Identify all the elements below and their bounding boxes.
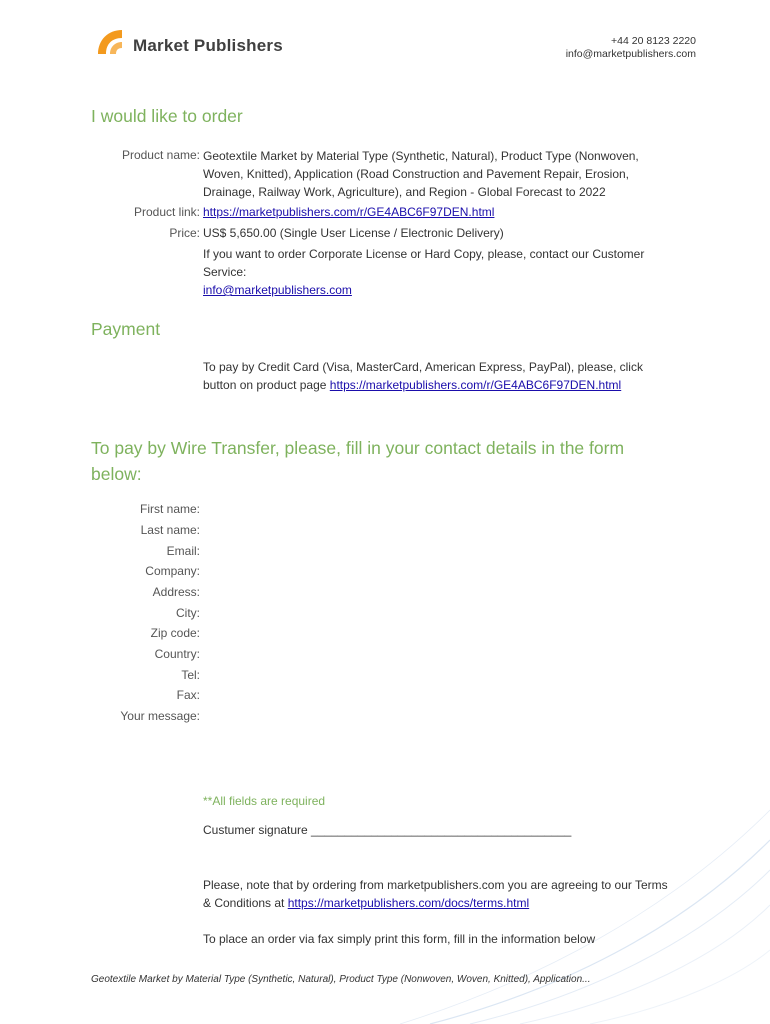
product-link[interactable]: https://marketpublishers.com/r/GE4ABC6F97DEN.html — [203, 205, 495, 219]
required-fields-note: **All fields are required — [203, 794, 326, 808]
payment-text — [203, 358, 703, 394]
contact-email: info@marketpublishers.com — [565, 48, 696, 60]
terms-link[interactable]: https://marketpublishers.com/docs/terms.html — [287, 896, 530, 910]
price-value: US$ 5,650.00 (Single User License / Electronic Delivery) — [203, 226, 504, 240]
field-label-address: Address: — [152, 585, 200, 599]
terms-line: Please, note that by ordering from marketpublishers.com you are agreeing to our Terms — [203, 878, 668, 892]
payment-heading: Payment — [91, 319, 161, 339]
fax-note: To place an order via fax simply print this form, fill in the information below — [203, 932, 596, 946]
corporate-line: If you want to order Corporate License or Hard Copy, please, contact our Customer — [203, 247, 645, 261]
contact-info — [566, 35, 696, 61]
logo-icon — [96, 28, 130, 56]
product-name-label: Product name: — [121, 148, 200, 162]
field-label-zip-code: Zip code: — [150, 626, 200, 640]
field-label-email: Email: — [166, 544, 200, 558]
phone-number: +44 20 8123 2220 — [611, 35, 696, 47]
field-label-company: Company: — [145, 564, 200, 578]
field-label-first-name: First name: — [139, 502, 200, 516]
field-label-city: City: — [176, 606, 200, 620]
brand-name: Market Publishers — [133, 36, 283, 55]
footer-text: Geotextile Market by Material Type (Synthetic, Natural), Product Type (Nonwoven, Woven, Knitted), Application... — [91, 974, 591, 985]
price-label: Price: — [169, 226, 200, 240]
service-email-link[interactable]: info@marketpublishers.com — [203, 283, 352, 297]
product-link-label: Product link: — [133, 205, 200, 219]
field-label-country: Country: — [154, 647, 200, 661]
terms-text — [203, 876, 713, 912]
product-name-line: Geotextile Market by Material Type (Synthetic, Natural), Product Type (Nonwoven, — [203, 149, 639, 163]
payment-product-link[interactable]: https://marketpublishers.com/r/GE4ABC6F97DEN.html — [329, 378, 622, 392]
corporate-line: Service: — [203, 265, 247, 279]
field-label-message: Your message: — [120, 709, 200, 723]
field-label-last-name: Last name: — [140, 523, 200, 537]
payment-line-prefix: button on product page — [203, 378, 330, 392]
field-label-tel: Tel: — [181, 668, 200, 682]
terms-line-prefix: & Conditions at — [203, 896, 288, 910]
signature-line: Custumer signature _______________________________________ — [203, 823, 572, 837]
corporate-license-note — [203, 245, 703, 299]
wire-heading-line: To pay by Wire Transfer, please, fill in your contact details in the form — [91, 438, 625, 458]
wire-heading-line: below: — [91, 464, 142, 484]
product-name-line: Drainage, Railway Work, Agriculture), and Region - Global Forecast to 2022 — [203, 185, 606, 199]
product-name-line: Woven, Knitted), Application (Road Construction and Pavement Repair, Erosion, — [203, 167, 630, 181]
product-name-value — [203, 147, 703, 201]
field-label-fax: Fax: — [176, 688, 200, 702]
wire-heading — [91, 435, 691, 487]
payment-line: To pay by Credit Card (Visa, MasterCard, American Express, PayPal), please, click — [203, 360, 643, 374]
order-heading: I would like to order — [91, 106, 243, 126]
